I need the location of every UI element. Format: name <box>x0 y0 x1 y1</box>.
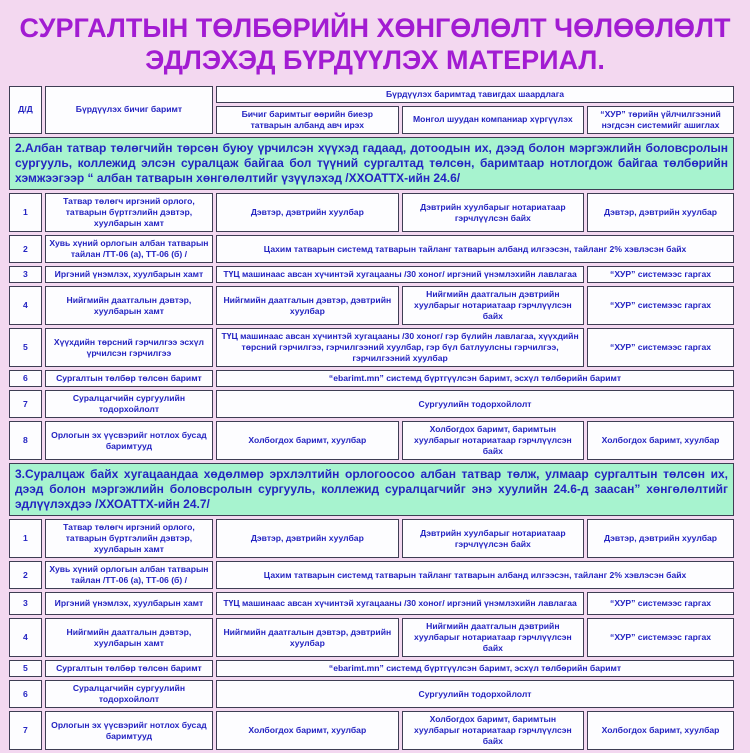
post-cell: Дэвтрийн хуулбарыг нотариатаар гэрчлүүлсэн байх <box>402 519 585 558</box>
header-post: Монгол шуудан компаниар хүргүүлэх <box>402 106 585 134</box>
khur-cell: “ХУР” системээс гаргах <box>587 618 734 657</box>
post-cell: Холбогдох баримт, баримтын хуулбарыг нотариатаар гэрчлүүлсэн байх <box>402 711 585 750</box>
page-title <box>0 13 750 77</box>
doc-name-cell: Нийгмийн даатгалын дэвтэр, хуулбарын хамт <box>45 618 213 657</box>
khur-cell: Дэвтэр, дэвтрийн хуулбар <box>587 519 734 558</box>
inperson-cell: Холбогдох баримт, хуулбар <box>216 421 399 460</box>
doc-name-cell: Суралцагчийн сургуулийн тодорхойлолт <box>45 390 213 418</box>
doc-name-cell: Орлогын эх үүсвэрийг нотлох бусад баримтууд <box>45 711 213 750</box>
row-number-cell: 2 <box>9 235 42 263</box>
merged-requirement-cell: ТҮЦ машинаас авсан хүчинтэй хугацааны /30 хоног/ гэр бүлийн лавлагаа, хүүхдийн төрсний гэрчилгээ, гэрчилгээний хуулбар, гэр бүл батлуулсны гэрчилгээ, гэрчилгээний хуулбар <box>216 328 584 367</box>
merged-requirement-cell: “ebarimt.mn” системд бүртгүүлсэн баримт, эсхүл төлбөрийн баримт <box>216 370 734 387</box>
khur-cell: “ХУР” системээс гаргах <box>587 328 734 367</box>
requirements-table <box>6 83 737 753</box>
row-number-cell: 2 <box>9 561 42 589</box>
doc-name-cell: Иргэний үнэмлэх, хуулбарын хамт <box>45 592 213 615</box>
row-number-cell: 3 <box>9 592 42 615</box>
doc-name-cell: Суралцагчийн сургуулийн тодорхойлолт <box>45 680 213 708</box>
doc-name-cell: Хувь хүний орлогын албан татварын тайлан /ТТ-06 (а), ТТ-06 (б) / <box>45 561 213 589</box>
khur-cell: “ХУР” системээс гаргах <box>587 592 734 615</box>
doc-name-cell: Сургалтын төлбөр төлсөн баримт <box>45 660 213 677</box>
doc-name-cell: Сургалтын төлбөр төлсөн баримт <box>45 370 213 387</box>
merged-requirement-cell: Сургуулийн тодорхойлолт <box>216 390 734 418</box>
merged-requirement-cell: Сургуулийн тодорхойлолт <box>216 680 734 708</box>
post-cell: Нийгмийн даатгалын дэвтрийн хуулбарыг нотариатаар гэрчлүүлсэн байх <box>402 618 585 657</box>
row-number-cell: 7 <box>9 711 42 750</box>
row-number-cell: 5 <box>9 328 42 367</box>
header-requirements-group: Бүрдүүлэх баримтад тавигдах шаардлага <box>216 86 734 103</box>
header-no-column: Д/Д <box>9 86 42 134</box>
title-line-2: ЭДЛЭХЭД БҮРДҮҮЛЭХ МАТЕРИАЛ. <box>145 44 605 75</box>
khur-cell: “ХУР” системээс гаргах <box>587 266 734 283</box>
doc-name-cell: Хувь хүний орлогын албан татварын тайлан /ТТ-06 (а), ТТ-06 (б) / <box>45 235 213 263</box>
header-docs-column: Бүрдүүлэх бичиг баримт <box>45 86 213 134</box>
merged-requirement-cell: ТҮЦ машинаас авсан хүчинтэй хугацааны /30 хоног/ иргэний үнэмлэхийн лавлагаа <box>216 592 584 615</box>
doc-name-cell: Татвар төлөгч иргэний орлого, татварын бүртгэлийн дэвтэр, хуулбарын хамт <box>45 193 213 232</box>
post-cell: Нийгмийн даатгалын дэвтрийн хуулбарыг нотариатаар гэрчлүүлсэн байх <box>402 286 585 325</box>
row-number-cell: 6 <box>9 370 42 387</box>
doc-name-cell: Иргэний үнэмлэх, хуулбарын хамт <box>45 266 213 283</box>
doc-name-cell: Хүүхдийн төрсний гэрчилгээ эсхүл үрчилсэн гэрчилгээ <box>45 328 213 367</box>
khur-cell: “ХУР” системээс гаргах <box>587 286 734 325</box>
title-line-1: СУРГАЛТЫН ТӨЛБӨРИЙН ХӨНГӨЛӨЛТ ЧӨЛӨӨЛӨЛТ <box>19 13 731 43</box>
merged-requirement-cell: Цахим татварын системд татварын тайланг татварын албанд илгээсэн, тайланг 2% хэвлэсэн байх <box>216 235 734 263</box>
merged-requirement-cell: ТҮЦ машинаас авсан хүчинтэй хугацааны /30 хоног/ иргэний үнэмлэхийн лавлагаа <box>216 266 584 283</box>
row-number-cell: 1 <box>9 193 42 232</box>
header-khur: “ХУР” төрийн үйлчилгээний нэгдсэн системийг ашиглах <box>587 106 734 134</box>
khur-cell: Холбогдох баримт, хуулбар <box>587 421 734 460</box>
header-inperson: Бичиг баримтыг өөрийн биеэр татварын албанд авч ирэх <box>216 106 399 134</box>
row-number-cell: 8 <box>9 421 42 460</box>
row-number-cell: 6 <box>9 680 42 708</box>
row-number-cell: 7 <box>9 390 42 418</box>
post-cell: Холбогдох баримт, баримтын хуулбарыг нотариатаар гэрчлүүлсэн байх <box>402 421 585 460</box>
merged-requirement-cell: “ebarimt.mn” системд бүртгүүлсэн баримт, эсхүл төлбөрийн баримт <box>216 660 734 677</box>
doc-name-cell: Нийгмийн даатгалын дэвтэр, хуулбарын хамт <box>45 286 213 325</box>
inperson-cell: Нийгмийн даатгалын дэвтэр, дэвтрийн хуулбар <box>216 618 399 657</box>
merged-requirement-cell: Цахим татварын системд татварын тайланг татварын албанд илгээсэн, тайланг 2% хэвлэсэн байх <box>216 561 734 589</box>
doc-name-cell: Орлогын эх үүсвэрийг нотлох бусад баримтууд <box>45 421 213 460</box>
khur-cell: Холбогдох баримт, хуулбар <box>587 711 734 750</box>
doc-name-cell: Татвар төлөгч иргэний орлого, татварын бүртгэлийн дэвтэр, хуулбарын хамт <box>45 519 213 558</box>
post-cell: Дэвтрийн хуулбарыг нотариатаар гэрчлүүлсэн байх <box>402 193 585 232</box>
row-number-cell: 3 <box>9 266 42 283</box>
row-number-cell: 1 <box>9 519 42 558</box>
khur-cell: Дэвтэр, дэвтрийн хуулбар <box>587 193 734 232</box>
inperson-cell: Холбогдох баримт, хуулбар <box>216 711 399 750</box>
section-2-heading: 2.Албан татвар төлөгчийн төрсөн буюу үрчилсэн хүүхэд гадаад, дотоодын их, дээд болон мэргэжлийн боловсролын сургууль, коллежид элсэн суралцаж байгаа бол түүний сургалтад төлсөн, баримтаар нотлогдож байгаа төлбөрийн хэмжээгээр “ албан татварын хөнгөлөлтийг үзүүлэхэд /ХХОАТТХ-ийн 24.6/ <box>9 137 734 190</box>
inperson-cell: Дэвтэр, дэвтрийн хуулбар <box>216 519 399 558</box>
inperson-cell: Дэвтэр, дэвтрийн хуулбар <box>216 193 399 232</box>
row-number-cell: 5 <box>9 660 42 677</box>
section-3-heading: 3.Суралцаж байх хугацаандаа хөдөлмөр эрхлэлтийн орлогоосоо албан татвар төлж, улмаар сургалтын төлсөн их, дээд болон мэргэжлийн боловсролын сургууль, коллежид суралцагчийг энэ хуулийн 24.6-д заасан” хөнгөлөлтийг эдлүүлэхдээ /ХХОАТТХ-ийн 24.7/ <box>9 463 734 516</box>
inperson-cell: Нийгмийн даатгалын дэвтэр, дэвтрийн хуулбар <box>216 286 399 325</box>
row-number-cell: 4 <box>9 286 42 325</box>
row-number-cell: 4 <box>9 618 42 657</box>
